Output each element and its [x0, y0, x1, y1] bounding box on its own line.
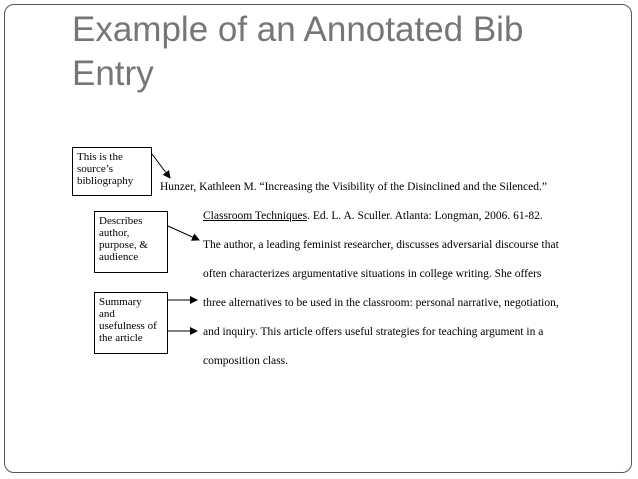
arrow-to-citation [152, 154, 170, 178]
callout-text: the article [99, 332, 143, 344]
title-line-1: Example of an Annotated Bib [72, 10, 524, 49]
entry-line-4: often characterizes argumentative situations in college writing. She offers [203, 268, 542, 280]
callout-text: Summary [99, 296, 142, 308]
callout-text: audience [99, 251, 139, 263]
arrow-to-author-description [168, 226, 199, 240]
callout-text: This is the [77, 151, 123, 163]
callout-text: Describes [99, 215, 143, 227]
entry-line-1: Hunzer, Kathleen M. “Increasing the Visibility of the Disinclined and the Silenced.” [160, 181, 547, 193]
callout-text: usefulness of [99, 320, 157, 332]
entry-book-title: Classroom Techniques [203, 210, 308, 222]
entry-line-3: The author, a leading feminist researcher, discusses adversarial discourse that [203, 239, 559, 251]
callout-text: source’s [77, 163, 114, 175]
callout-text: purpose, & [99, 239, 148, 251]
entry-publication-info: . Ed. L. A. Sculler. Atlanta: Longman, 2006. 61-82. [307, 210, 543, 222]
entry-line-5: three alternatives to be used in the classroom: personal narrative, negotiation, [203, 297, 559, 309]
entry-line-6: and inquiry. This article offers useful strategies for teaching argument in a [203, 326, 544, 338]
callout-text: and [99, 308, 115, 320]
entry-line-7: composition class. [203, 355, 288, 367]
callout-text: author, [99, 227, 130, 239]
callout-text: bibliography [77, 175, 134, 187]
title-line-2: Entry [72, 54, 154, 93]
